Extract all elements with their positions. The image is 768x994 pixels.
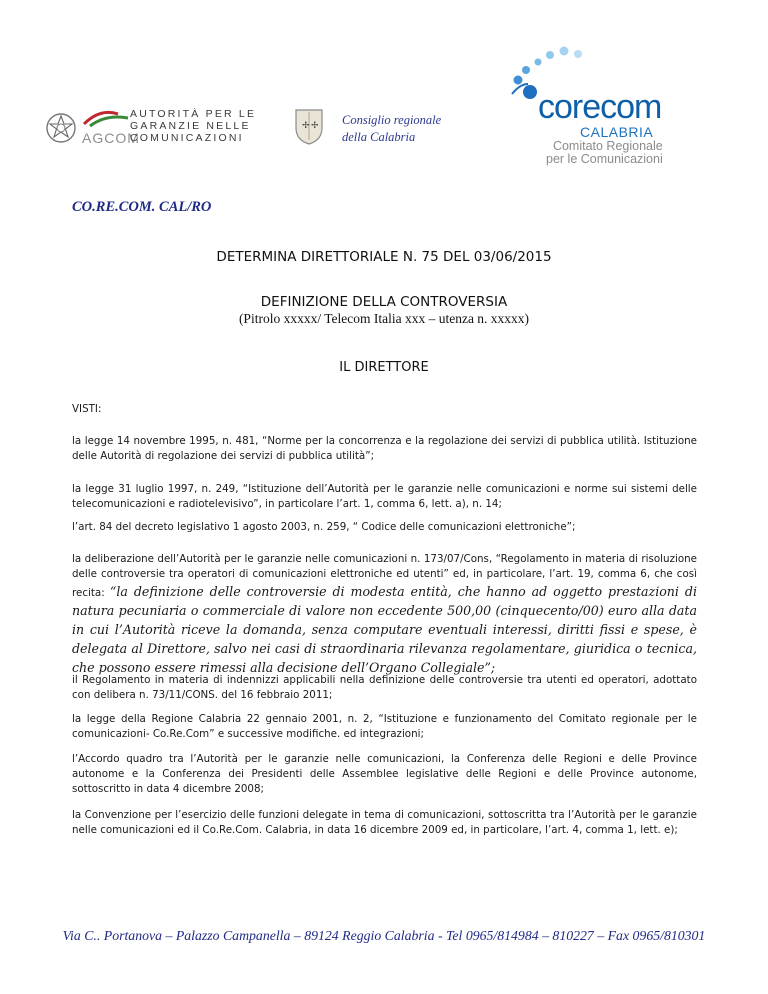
corecom-subtitle-line-1: Comitato Regionale: [552, 139, 663, 153]
paragraph-3: [72, 520, 697, 535]
corecom-subtitle-line-2: per le Comunicazioni: [546, 152, 663, 166]
paragraph-6-text: la legge della Regione Calabria 22 gennaio 2001, n. 2, “Istituzione e funzionamento del Comitato regionale per le comunicazioni- Co.Re.Com” e successive modifiche. ed integrazioni;: [72, 713, 697, 740]
agcom-line-1: AUTORITÀ PER LE: [130, 108, 257, 120]
paragraph-2: [72, 482, 697, 512]
paragraph-3-text: l’art. 84 del decreto legislativo 1 agosto 2003, n. 259, “ Codice delle comunicazioni elettroniche”;: [72, 521, 576, 533]
agcom-logo: [44, 104, 274, 152]
corecom-subtitle: [546, 140, 663, 166]
paragraph-5-text: il Regolamento in materia di indennizzi applicabili nella definizione delle controversie tra utenti ed operatori, adottato con delibera n. 73/11/CONS. del 16 febbraio 2011;: [72, 674, 697, 701]
paragraph-8-text: la Convenzione per l’esercizio delle funzioni delegate in tema di comunicazioni, sottoscritta tra l’Autorità per le garanzie nelle comunicazioni ed il Co.Re.Com. Calabria, in data 16 dicembre 2009 ed, in particolare, l’art. 4, comma 1, lett. e);: [72, 809, 697, 836]
document-title: DEFINIZIONE DELLA CONTROVERSIA: [260, 294, 508, 310]
paragraph-4-quote: “la definizione delle controversie di modesta entità, che hanno ad oggetto prestazioni di natura pecuniaria o commerciale di valore non eccedente 500,00 (cinquecento/00) euro alla data in cui l’Autorità riceve la domanda, senza computare eventuali interessi, diritti fissi e spese, è delegata al Direttore, salvo nei casi di straordinaria rilevanza regolamentare, giuridica o tecnica, che possono essere rimessi alla decisione dell’Organo Collegiale”;: [72, 584, 697, 675]
agcom-name: [130, 108, 256, 144]
corecom-region: CALABRIA: [580, 124, 654, 140]
footer-address: Via C.. Portanova – Palazzo Campanella – 89124 Reggio Calabria - Tel 0965/814984 – 810227 – Fax 0965/810301: [62, 928, 706, 943]
paragraph-7: [72, 752, 697, 797]
corecom-wordmark: corecom: [538, 88, 662, 126]
corecom-logo: [498, 44, 678, 169]
direttore-heading: IL DIRETTORE: [339, 360, 429, 375]
calabria-crest-icon: [292, 106, 326, 146]
agcom-line-2: GARANZIE NELLE: [130, 120, 251, 132]
paragraph-6: [72, 712, 697, 742]
paragraph-5: [72, 673, 697, 703]
consiglio-regionale-logo: [292, 104, 462, 152]
paragraph-7-text: l’Accordo quadro tra l’Autorità per le garanzie nelle comunicazioni, la Conferenza delle Regioni e delle Province autonome e la Conferenza dei Presidenti delle Assemblee legislative delle Regioni e delle Province autonome, sottoscritto in data 4 dicembre 2008;: [72, 753, 697, 795]
consiglio-line-2: della Calabria: [342, 130, 416, 144]
paragraph-1: [72, 434, 697, 464]
agcom-wordmark: AGCOM: [82, 130, 140, 146]
svg-text:✢: ✢: [311, 121, 319, 131]
italian-emblem-icon: [44, 110, 78, 146]
paragraph-2-text: la legge 31 luglio 1997, n. 249, “Istituzione dell’Autorità per le garanzie nelle comunicazioni e norme sui sistemi delle telecomunicazioni e radiotelevisivo”, in particolare l’art. 1, comma 6, lett. a), n. 14;: [72, 483, 697, 510]
document-reference: CO.RE.COM. CAL/RO: [72, 199, 212, 215]
agcom-line-3: COMUNICAZIONI: [130, 132, 244, 144]
visti-label: VISTI:: [72, 403, 102, 415]
paragraph-4: [72, 552, 697, 677]
paragraph-4-intro: la deliberazione dell’Autorità per le garanzie nelle comunicazioni n. 173/07/Cons, “Regolamento in materia di risoluzione delle controversie tra operatori di comunicazioni elettroniche ed utenti” ed, in particolare, l’art. 19, comma 6, che così recita:: [72, 553, 697, 599]
svg-text:✢: ✢: [302, 121, 310, 131]
paragraph-8: [72, 808, 697, 838]
consiglio-line-1: Consiglio regionale: [342, 113, 442, 127]
consiglio-text: [342, 112, 441, 146]
paragraph-1-text: la legge 14 novembre 1995, n. 481, “Norme per la concorrenza e la regolazione dei servizi di pubblica utilità. Istituzione delle Autorità di regolazione dei servizi di pubblica utilità”;: [72, 435, 697, 462]
agcom-swoosh-icon: [82, 106, 132, 128]
document-subtitle: (Pitrolo xxxxx/ Telecom Italia xxx – utenza n. xxxxx): [238, 311, 530, 326]
determina-heading: DETERMINA DIRETTORIALE N. 75 DEL 03/06/2015: [216, 249, 552, 265]
